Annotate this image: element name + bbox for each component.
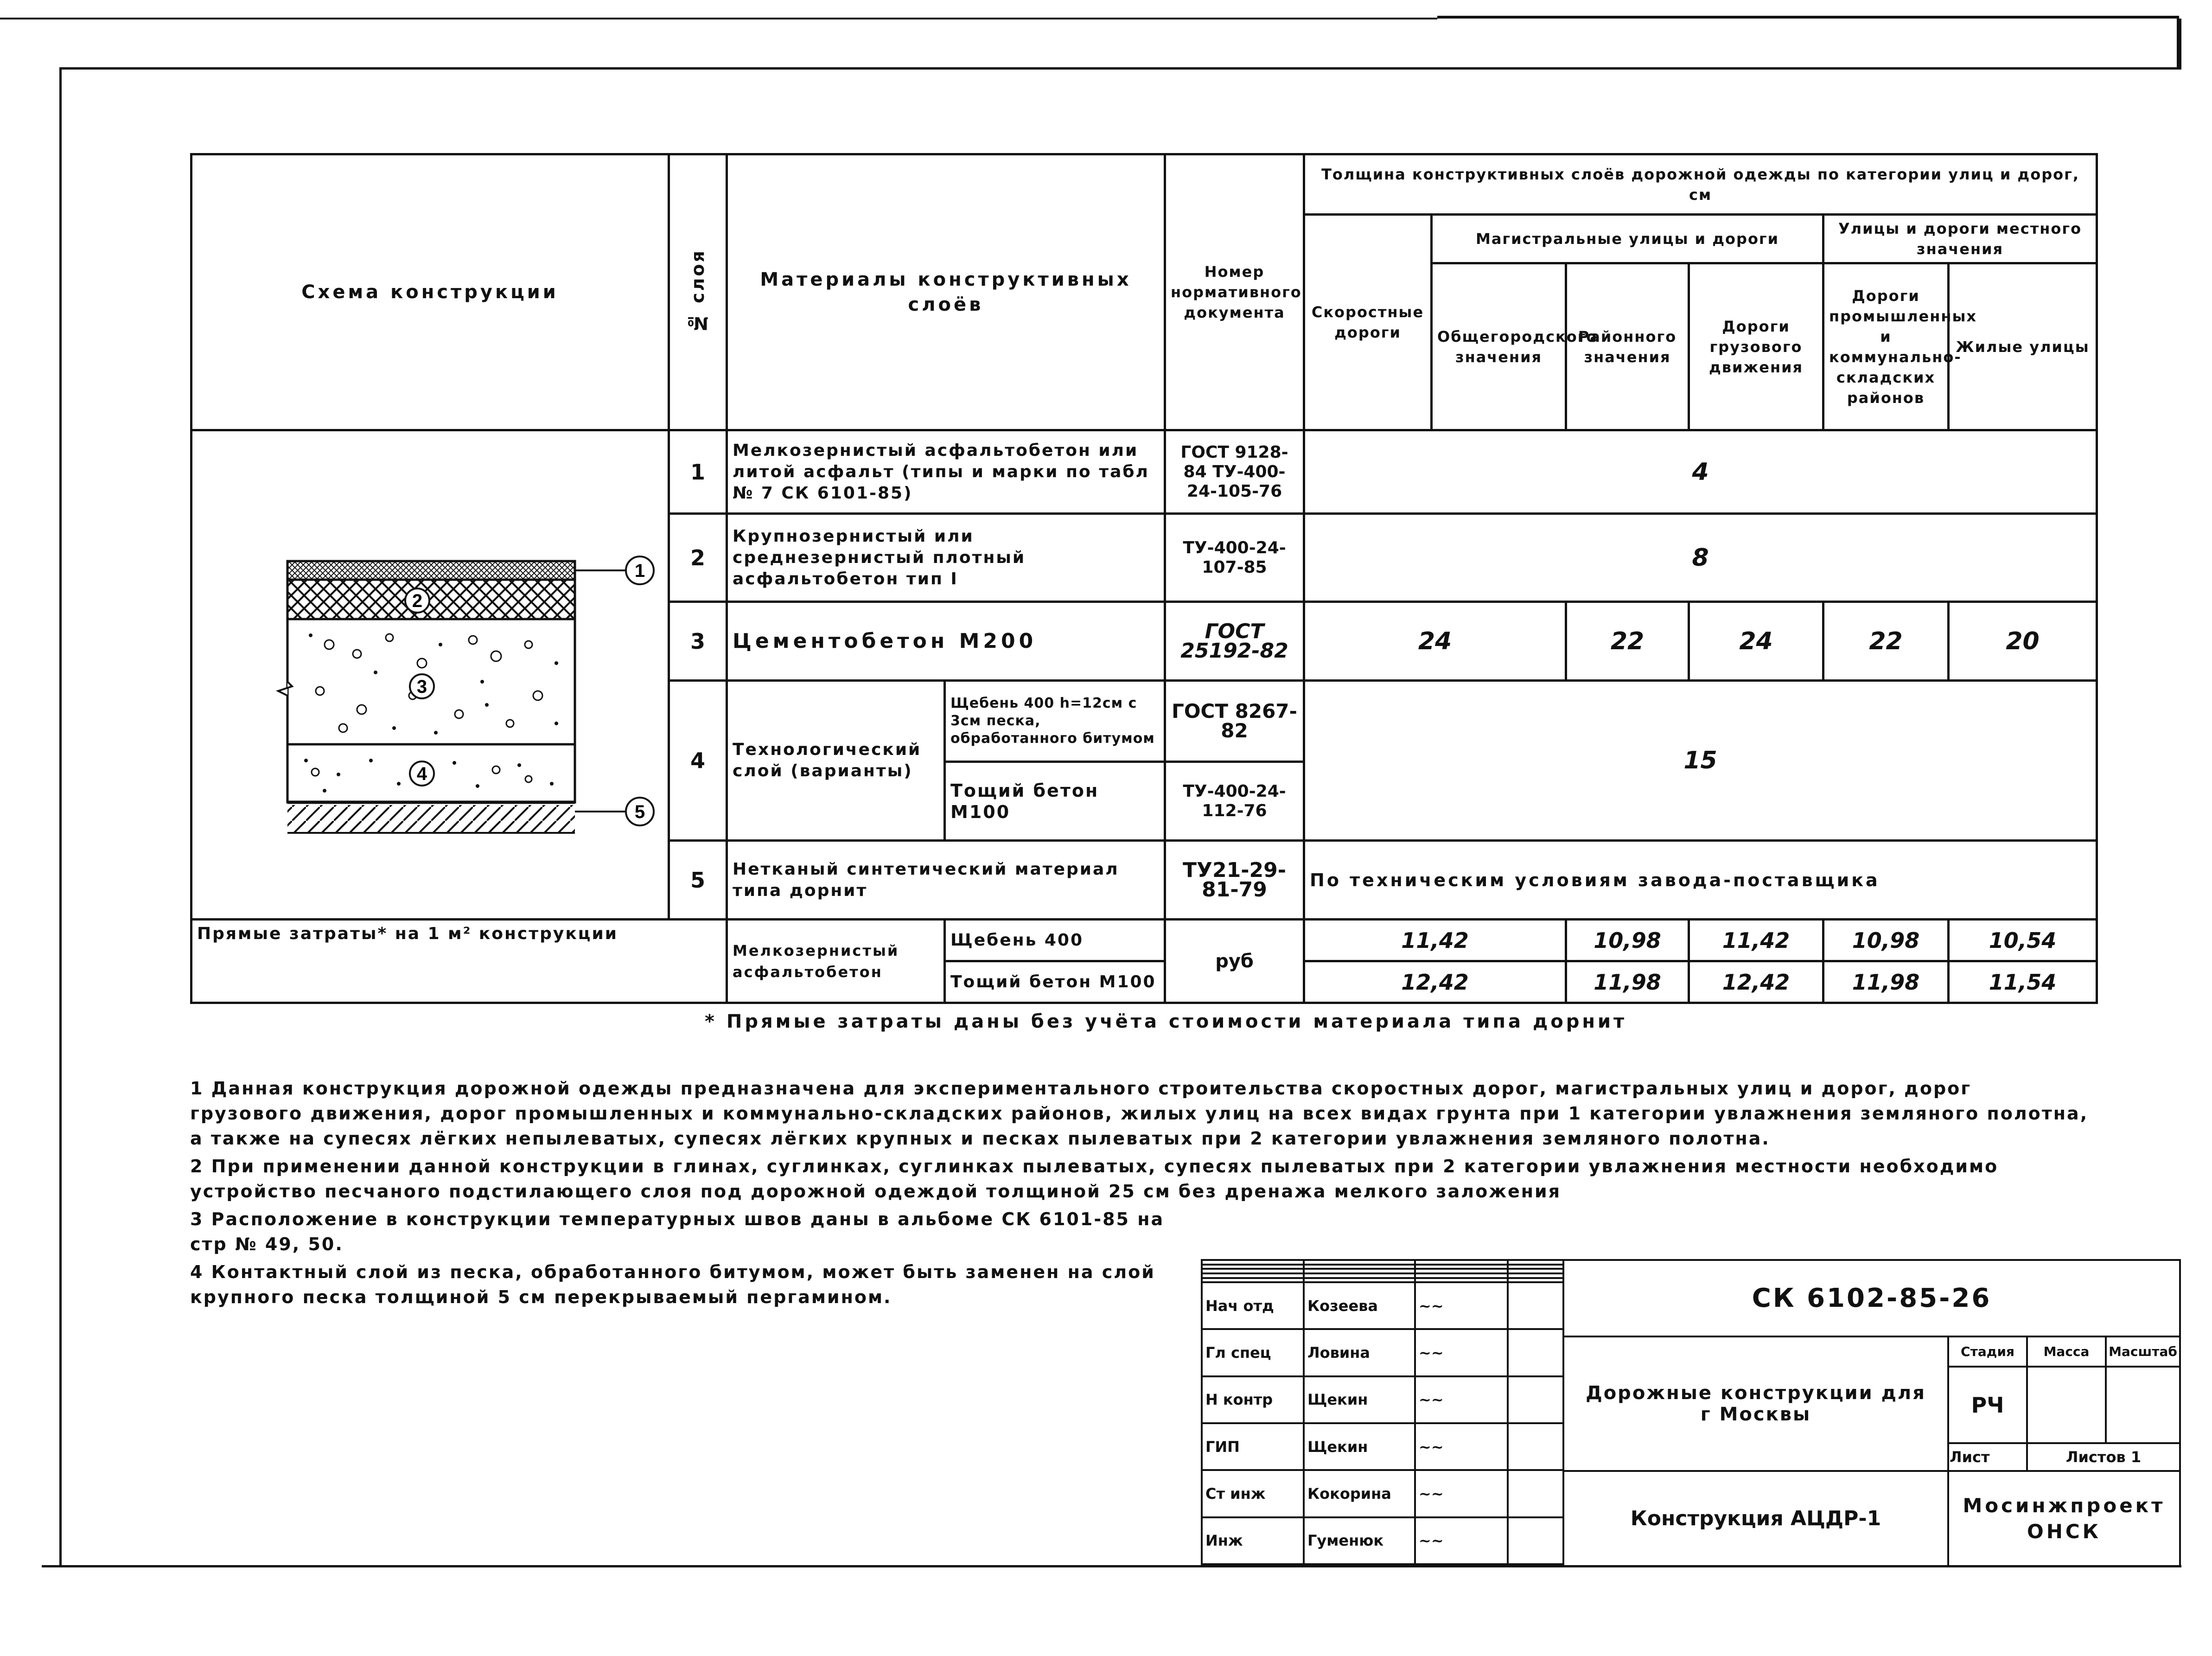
layer-1-doc: ГОСТ 9128-84 ТУ-400-24-105-76 <box>1165 430 1304 514</box>
role-4: ГИП <box>1202 1423 1304 1470</box>
layer-3-no: 3 <box>669 602 727 681</box>
diagram-label-4: 4 <box>416 764 427 784</box>
name-6: Гуменюк <box>1304 1517 1415 1564</box>
cost-b-residential: 11,54 <box>1949 961 2097 1003</box>
header-materials: Материалы конструктивных слоёв <box>727 154 1165 430</box>
diagram-label-2: 2 <box>412 591 423 611</box>
layer-4-doc-b: ТУ-400-24-112-76 <box>1165 762 1304 841</box>
layer-4-no: 4 <box>669 681 727 841</box>
cost-a-residential: 10,54 <box>1949 920 2097 961</box>
layer-4-doc-a: ГОСТ 8267-82 <box>1165 681 1304 762</box>
role-5: Ст инж <box>1202 1470 1304 1517</box>
costs-unit: руб <box>1165 920 1304 1003</box>
header-cat-residential: Жилые улицы <box>1949 263 2097 430</box>
cost-a-speed: 11,42 <box>1304 920 1566 961</box>
layer-4-material: Технологический слой (варианты) <box>727 681 945 841</box>
cost-b-speed: 12,42 <box>1304 961 1566 1003</box>
layer-3-thick-residential: 20 <box>1949 602 2097 681</box>
stage-value: РЧ <box>1948 1367 2027 1443</box>
cost-b-freight: 12,42 <box>1689 961 1823 1003</box>
costs-label: Прямые затраты* на 1 м² конструкции <box>191 920 727 1003</box>
cost-a-district: 10,98 <box>1566 920 1689 961</box>
sign-row <box>1202 1282 1563 1329</box>
title-block-signatures <box>1201 1259 1562 1565</box>
cost-footnote: * Прямые затраты даны без учёта стоимости материала типа дорнит <box>705 1011 1627 1032</box>
diagram-label-5: 5 <box>634 802 645 822</box>
table-row <box>191 920 2097 961</box>
layer-1-material: Мелкозернистый асфальтобетон или литой асфальт (типы и марки по табл № 7 СК 6101-85) <box>727 430 1165 514</box>
layer-5-thickness: По техническим условиям завода-поставщика <box>1304 841 2097 920</box>
layer-2-material: Крупнозернистый или среднезернистый плотный асфальтобетон тип I <box>727 514 1165 602</box>
sign-row <box>1202 1470 1563 1517</box>
layer-3-thick-industrial: 22 <box>1823 602 1949 681</box>
header-cat-speed: Скоростные дороги <box>1304 215 1432 430</box>
mass-label: Масса <box>2027 1336 2106 1367</box>
costs-material: Мелкозернистый асфальтобетон <box>727 920 945 1003</box>
layer-4-thickness: 15 <box>1304 681 2097 841</box>
role-3: Н контр <box>1202 1376 1304 1423</box>
diagram-leaders <box>575 547 658 835</box>
name-3: Щекин <box>1304 1376 1415 1423</box>
sign-row <box>1202 1517 1563 1564</box>
name-1: Козеева <box>1304 1282 1415 1329</box>
layer-5-no: 5 <box>669 841 727 920</box>
stage-label: Стадия <box>1948 1336 2027 1367</box>
costs-variant-a: Щебень 400 <box>945 920 1165 961</box>
layer-5-material: Нетканый синтетический материал типа дорнит <box>727 841 1165 920</box>
sheets-label: Листов 1 <box>2027 1443 2180 1471</box>
role-6: Инж <box>1202 1517 1304 1564</box>
layer-4-variant-b: Тощий бетон М100 <box>945 762 1165 841</box>
subgrade-soil <box>287 805 575 833</box>
drawing-title: Дорожные конструкции для г Москвы <box>1563 1336 1948 1471</box>
title-block-main <box>1562 1259 2179 1565</box>
layer-1-no: 1 <box>669 430 727 514</box>
cost-b-industrial: 11,98 <box>1823 961 1949 1003</box>
drawing-subtitle: Конструкция АЦДР-1 <box>1563 1471 1948 1566</box>
layer-3-thick-freight: 24 <box>1689 602 1823 681</box>
header-group-main: Магистральные улицы и дороги <box>1432 215 1823 263</box>
signature-1: ~~ <box>1415 1282 1508 1329</box>
signature-5: ~~ <box>1415 1470 1508 1517</box>
layer-1-thickness: 4 <box>1304 430 2097 514</box>
top-rule-right <box>1437 16 2179 19</box>
note-2: 2 При применении данной конструкции в глинах, суглинках, суглинках пылеватых, супесях пылеватых при 2 категории увлажнения местности необходимо устройство песчаного подстилающего слоя под дорожной одеждой толщиной 25 см без дренажа мелкого заложения <box>190 1156 1999 1202</box>
cost-a-freight: 11,42 <box>1689 920 1823 961</box>
note-3: 3 Расположение в конструкции температурных швов даны в альбоме СК 6101-85 на стр № 49, 50. <box>190 1209 1165 1254</box>
header-cat-district: Районного значения <box>1566 263 1689 430</box>
signature-6: ~~ <box>1415 1517 1508 1564</box>
sign-row <box>1202 1376 1563 1423</box>
frame-corner-mark <box>2177 19 2181 70</box>
organization: Мосинжпроект ОНСК <box>1948 1471 2180 1566</box>
layer-3-thick-speed: 24 <box>1304 602 1566 681</box>
diagram-label-3: 3 <box>416 677 427 697</box>
layer-2-band <box>287 580 575 619</box>
cost-b-district: 11,98 <box>1566 961 1689 1003</box>
signature-3: ~~ <box>1415 1376 1508 1423</box>
header-cat-freight: Дороги грузового движения <box>1689 263 1823 430</box>
table-row <box>191 430 2097 514</box>
role-1: Нач отд <box>1202 1282 1304 1329</box>
name-2: Ловина <box>1304 1329 1415 1376</box>
scale-label: Масштаб <box>2106 1336 2180 1367</box>
construction-cross-section <box>278 556 584 849</box>
layer-1-band <box>287 561 575 580</box>
cost-a-industrial: 10,98 <box>1823 920 1949 961</box>
layer-4-variant-a: Щебень 400 h=12см с 3см песка, обработанного битумом <box>945 681 1165 762</box>
header-cat-citywide: Общегородского значения <box>1432 263 1566 430</box>
layer-5-doc: ТУ21-29-81-79 <box>1165 841 1304 920</box>
layer-2-doc: ТУ-400-24-107-85 <box>1165 514 1304 602</box>
drawing-code: СК 6102-85-26 <box>1563 1260 2180 1336</box>
header-layer-no: № слоя <box>669 154 727 430</box>
layer-2-no: 2 <box>669 514 727 602</box>
header-norm-doc: Номер нормативного документа <box>1165 154 1304 430</box>
signature-2: ~~ <box>1415 1329 1508 1376</box>
sign-row <box>1202 1329 1563 1376</box>
header-cat-industrial: Дороги промышленных и коммунально-складских районов <box>1823 263 1949 430</box>
sign-row <box>1202 1423 1563 1470</box>
top-rule-left <box>0 18 1437 19</box>
diagram-label-1: 1 <box>634 561 645 581</box>
note-1: 1 Данная конструкция дорожной одежды предназначена для экспериментального строительства скоростных дорог, магистральных улиц и дорог, дорог грузового движения, дорог промышленных и коммунально-складских районов, жилых улиц на всех видах грунта при 1 категории увлажнения земляного полотна, а также на супесях лёгких непылеватых, супесях лёгких крупных и песках пылеватых при 2 категории увлажнения земляного полотна. <box>190 1078 2089 1149</box>
note-4: 4 Контактный слой из песка, обработанного битумом, может быть заменен на слой крупного песка толщиной 5 см перекрываемый пергамином. <box>190 1262 1155 1307</box>
layer-2-thickness: 8 <box>1304 514 2097 602</box>
header-group-local: Улицы и дороги местного значения <box>1823 215 2097 263</box>
costs-variant-b: Тощий бетон М100 <box>945 961 1165 1003</box>
header-thickness: Толщина конструктивных слоёв дорожной одежды по категории улиц и дорог, см <box>1304 154 2097 215</box>
layer-3-thick-district: 22 <box>1566 602 1689 681</box>
layer-3-doc: ГОСТ 25192-82 <box>1165 602 1304 681</box>
layer-3-material: Цементобетон М200 <box>727 602 1165 681</box>
signature-4: ~~ <box>1415 1423 1508 1470</box>
name-4: Щекин <box>1304 1423 1415 1470</box>
name-5: Кокорина <box>1304 1470 1415 1517</box>
sheet-label: Лист <box>1948 1443 2027 1471</box>
role-2: Гл спец <box>1202 1329 1304 1376</box>
header-scheme: Схема конструкции <box>191 154 669 430</box>
